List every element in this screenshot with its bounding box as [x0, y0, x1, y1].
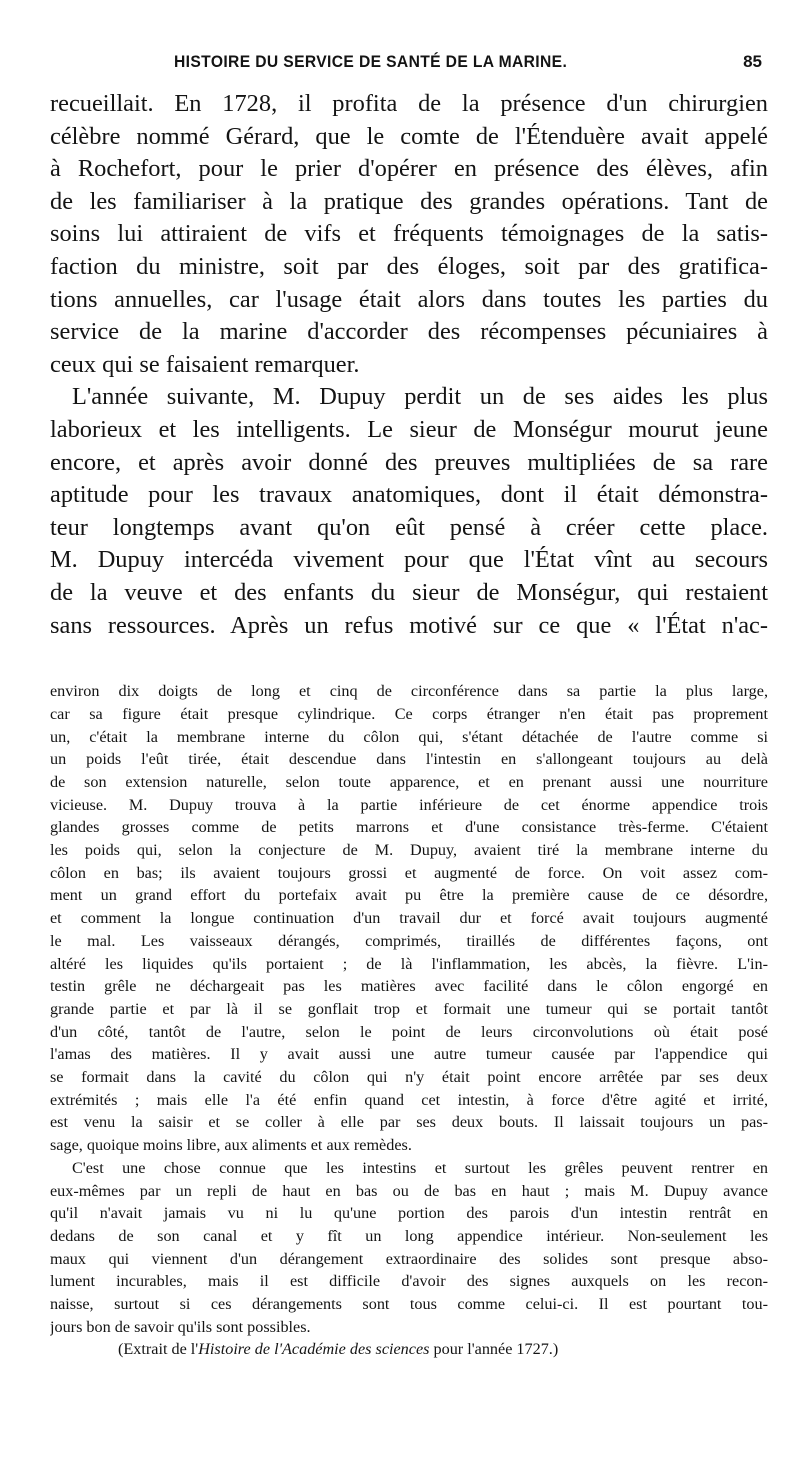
- footnote-line: testin grêle ne déchargeait pas les matières avec facilité dans le côlon engorgé en: [50, 977, 768, 996]
- source-title: Histoire de l'Académie des sciences: [198, 1340, 430, 1359]
- source-prefix: (Extrait de l': [118, 1340, 199, 1359]
- footnote-line: car sa figure était presque cylindrique. Ce corps étranger n'en était pas proprement: [50, 704, 768, 723]
- book-page: [50, 52, 768, 1361]
- footnote-line: environ dix doigts de long et cinq de circonférence dans sa partie la plus large,: [50, 682, 768, 701]
- footnote-paragraph: [50, 680, 768, 1157]
- text-line: M. Dupuy intercéda vivement pour que l'État vînt au secours: [50, 546, 768, 574]
- footnote-line: maux qui viennent d'un dérangement extraordinaire des solides sont presque abso-: [50, 1249, 768, 1268]
- footnote-line: jours bon de savoir qu'ils sont possibles.: [50, 1317, 311, 1336]
- footnote-line: ment un grand effort du portefaix avait pu être la première cause de ce désordre,: [50, 886, 768, 905]
- footnote-line: et comment la longue continuation d'un travail dur et forcé avait toujours augmenté: [50, 909, 768, 928]
- footnote-line: vicieuse. M. Dupuy trouva à la partie inférieure de cet énorme appendice trois: [50, 795, 768, 814]
- text-line: recueillait. En 1728, il profita de la présence d'un chirurgien: [50, 90, 768, 117]
- footnote-line: dedans de son canal et y fît un long appendice intérieur. Non-seulement les: [50, 1226, 768, 1245]
- text-line: aptitude pour les travaux anatomiques, dont il était démonstra-: [50, 481, 768, 509]
- text-line: à Rochefort, pour le prier d'opérer en présence des élèves, afin: [50, 155, 768, 183]
- page-number: 85: [743, 52, 762, 71]
- main-text: [50, 88, 768, 642]
- footnote-line: est venu la saisir et se coller à elle par ses deux bouts. Il laissait toujours un pas-: [50, 1113, 768, 1132]
- footnote-line: de son extension naturelle, selon toute apparence, et en prenant aussi une nourriture: [50, 772, 768, 791]
- footnote-line: les poids qui, selon la conjecture de M. Dupuy, avaient tiré la membrane interne du: [50, 841, 768, 860]
- footnote-line: un, c'était la membrane interne du côlon qui, s'étant détachée de l'autre comme si: [50, 727, 768, 746]
- text-line: sans ressources. Après un refus motivé sur ce que « l'État n'ac-: [50, 611, 768, 639]
- text-line: tions annuelles, car l'usage était alors dans toutes les parties du: [50, 285, 768, 313]
- text-line: laborieux et les intelligents. Le sieur de Monségur mourut jeune: [50, 415, 768, 443]
- footnote-line: grande partie et par là il se gonflait trop et formait une tumeur qui se portait tantôt: [50, 999, 768, 1018]
- footnote-line: le mal. Les vaisseaux dérangés, comprimés, tiraillés de différentes façons, ont: [50, 931, 768, 950]
- footnote-line: extrémités ; mais elle l'a été enfin quand cet intestin, à force d'être agité et irrité,: [50, 1090, 768, 1109]
- text-line: L'année suivante, M. Dupuy perdit un de ses aides les plus: [72, 383, 768, 411]
- footnote-line: C'est une chose connue que les intestins et surtout les grêles peuvent rentrer en: [72, 1158, 768, 1177]
- footnote-line: d'un côté, tantôt de l'autre, selon le point de leurs circonvolutions où était posé: [50, 1022, 768, 1041]
- text-line: ceux qui se faisaient remarquer.: [50, 350, 360, 378]
- footnote-line: eux-mêmes par un repli de haut en bas ou de bas en haut ; mais M. Dupuy avance: [50, 1181, 768, 1200]
- footnote-line: sage, quoique moins libre, aux aliments et aux remèdes.: [50, 1136, 412, 1155]
- source-suffix: pour l'année 1727.): [429, 1340, 559, 1359]
- source-citation: [50, 1338, 768, 1361]
- text-line: de la veuve et des enfants du sieur de Monségur, qui restaient: [50, 578, 768, 606]
- running-title: HISTOIRE DU SERVICE DE SANTÉ DE LA MARINE.: [174, 52, 568, 71]
- footnote-line: qu'il n'avait jamais vu ni lu qu'une portion des parois d'un intestin rentrât en: [50, 1204, 768, 1223]
- text-line: soins lui attiraient de vifs et fréquents témoignages de la satis-: [50, 220, 768, 248]
- text-line: faction du ministre, soit par des éloges, soit par des gratifica-: [50, 252, 768, 280]
- text-line: teur longtemps avant qu'on eût pensé à créer cette place.: [50, 513, 768, 541]
- footnote-line: altéré les liquides qu'ils portaient ; de là l'inflammation, les abcès, la fièvre. L'in-: [50, 954, 768, 973]
- footnote-line: lument incurables, mais il est difficile d'avoir des signes auxquels on les recon-: [50, 1272, 768, 1291]
- main-paragraph: [50, 88, 768, 381]
- text-line: célèbre nommé Gérard, que le comte de l'Étenduère avait appelé: [50, 122, 768, 150]
- footnote-paragraph: [50, 1157, 768, 1339]
- text-line: service de la marine d'accorder des récompenses pécuniaires à: [50, 318, 768, 346]
- footnote-line: glandes grosses comme de petits marrons et d'une consistance très-ferme. C'étaient: [50, 818, 768, 837]
- text-line: de les familiariser à la pratique des grandes opérations. Tant de: [50, 187, 768, 215]
- text-line: encore, et après avoir donné des preuves multipliées de sa rare: [50, 448, 768, 476]
- running-head: [50, 52, 768, 80]
- main-paragraph: [50, 381, 768, 642]
- footnote-line: un poids l'eût tirée, était descendue dans l'intestin en s'allongeant toujours au delà: [50, 750, 768, 769]
- footnote-line: naisse, surtout si ces dérangements sont tous comme celui-ci. Il est pourtant tou-: [50, 1295, 768, 1314]
- footnote-line: côlon en bas; ils avaient toujours grossi et augmenté de force. On voit assez com-: [50, 863, 768, 882]
- footnote-line: l'amas des matières. Il y avait aussi une autre tumeur causée par l'appendice qui: [50, 1045, 768, 1064]
- footnotes: [50, 680, 768, 1361]
- footnote-line: se formait dans la cavité du côlon qui n'y était point encore arrêtée par ses deux: [50, 1068, 768, 1087]
